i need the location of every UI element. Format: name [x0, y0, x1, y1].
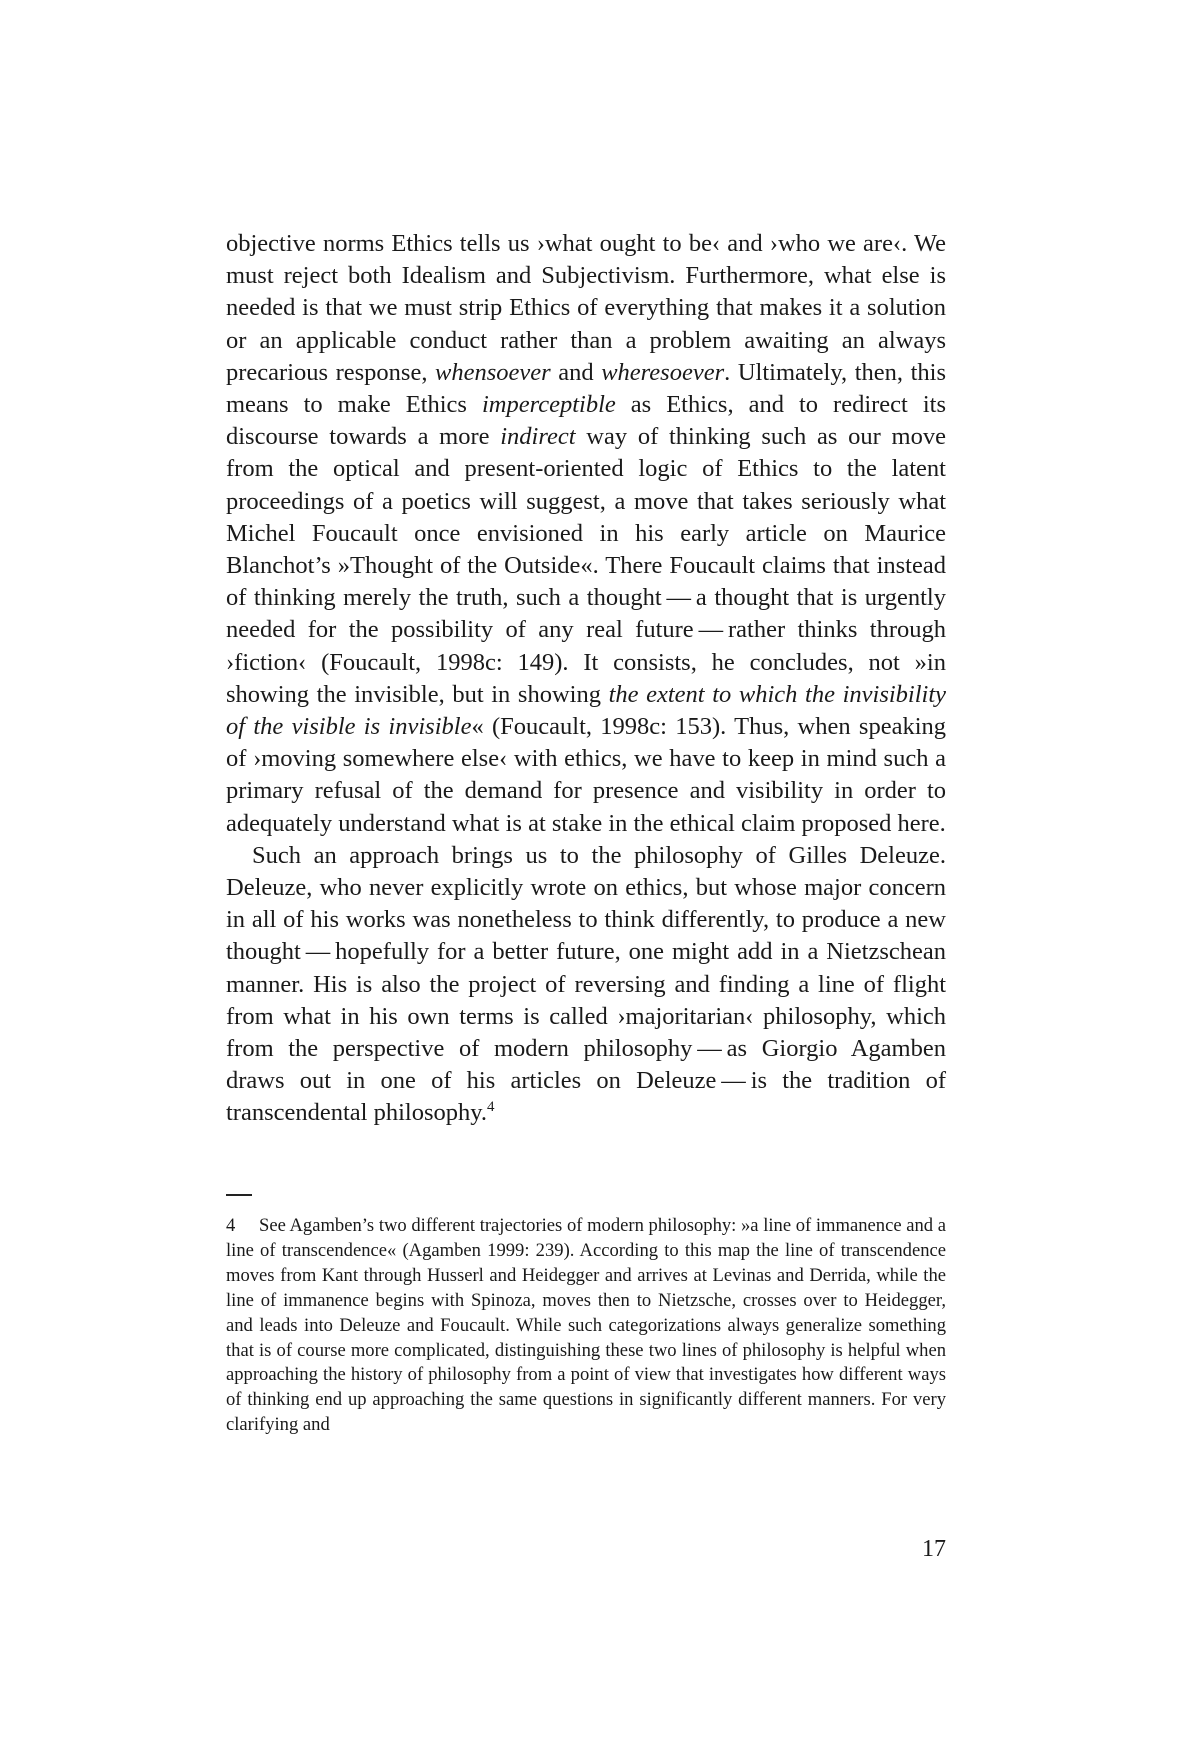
footnote-number: 4	[226, 1215, 236, 1236]
para1-italic-quote: the extent to which the invisibility of the visible is invisible	[226, 680, 947, 741]
footnote-separator	[226, 1194, 252, 1196]
para1-italic-indirect: indirect	[500, 423, 576, 451]
para1-italic-whensoever: whensoever	[435, 358, 551, 386]
para1-italic-wheresoever: wheresoever	[601, 358, 725, 386]
body-paragraph-2	[226, 840, 946, 1130]
para1-text-6: « (Foucault, 1998c: 153). Thus, when speaking of ›moving somewhere else‹ with ethics, we have to keep in mind such a primary refusal of the demand for presence and visibility in order to adequately understand what is at stake in the ethical claim proposed here.	[226, 713, 947, 837]
para1-text-2: and	[550, 358, 602, 386]
page-number: 17	[922, 1536, 946, 1562]
para1-text-4: as Ethics, and to redirect its discourse towards a more	[226, 391, 946, 451]
main-text	[226, 228, 946, 1130]
para2-text: Such an approach brings us to the philosophy of Gilles Deleuze. Deleuze, who never explicitly wrote on ethics, but whose major concern in all of his works was nonetheless to think differently, to produce a new thought — hopefully for a better future, one might add in a Nietzschean manner. His is also the project of reversing and finding a line of flight from what in his own terms is called ›majoritarian‹ philosophy, which from the perspective of modern philosophy — as Giorgio Agamben draws out in one of his articles on Deleuze — is the tradition of transcendental philosophy.	[226, 841, 946, 1127]
para1-italic-imperceptible: imperceptible	[481, 391, 616, 419]
para1-text-3: . Ultimately, then, this means to make Ethics	[226, 358, 946, 419]
para1-text-5: way of thinking such as our move from the optical and present-oriented logic of Ethics to the latent proceedings of a poetics will suggest, a move that takes seriously what Michel Foucault once envisioned in his early article on Maurice Blanchot’s »Thought of the Outside«. There Foucault claims that instead of thinking merely the truth, such a thought — a thought that is urgently needed for the possibility of any real future — rather thinks through ›fiction‹ (Foucault, 1998c: 149). It consists, he concludes, not »in showing the invisible, but in showing	[226, 423, 946, 708]
body-paragraph-1	[226, 228, 946, 840]
footnote-text: See Agamben’s two different trajectories of modern philosophy: »a line of immanence and a line of transcendence« (Agamben 1999: 239). According to this map the line of transcendence moves from Kant through Husserl and Heidegger and arrives at Levinas and Derrida, while the line of immanence begins with Spinoza, moves then to Nietzsche, crosses over to Heidegger, and leads into Deleuze and Foucault. While such categorizations always generalize something that is of course more complicated, distinguishing these two lines of philosophy is helpful when approaching the history of philosophy from a point of view that investigates how different ways of thinking end up approaching the same questions in significantly different manners. For very clarifying and	[226, 1215, 946, 1436]
footnote-reference[interactable]: 4	[487, 1099, 495, 1116]
para1-text-1: objective norms Ethics tells us ›what ought to be‹ and ›who we are‹. We must reject both Idealism and Subjectivism. Furthermore, what else is needed is that we must strip Ethics of everything that makes it a solution or an applicable conduct rather than a problem awaiting an always precarious response,	[226, 230, 946, 386]
footnote	[226, 1214, 946, 1438]
